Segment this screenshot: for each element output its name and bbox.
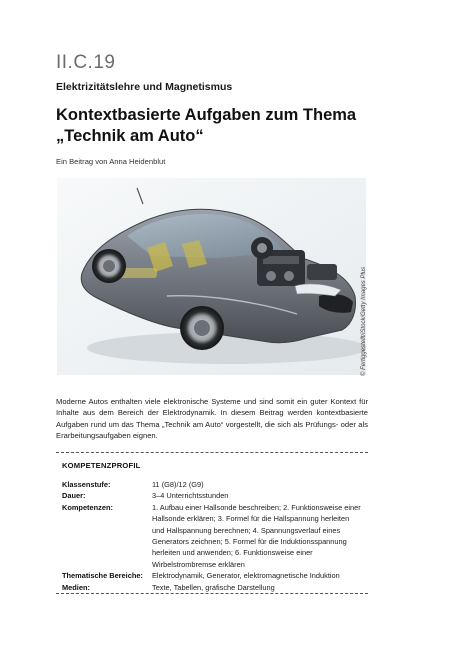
profile-value: Texte, Tabellen, grafische Darstellung — [152, 582, 275, 592]
profile-label: Dauer: — [62, 491, 86, 501]
profile-label: Kompetenzen: — [62, 502, 113, 512]
profile-row-topics — [62, 570, 362, 581]
competence-profile — [62, 461, 362, 593]
profile-value: 11 (G8)/12 (G9) — [152, 480, 204, 489]
divider-top — [56, 452, 368, 453]
subject-heading: Elektrizitätslehre und Magnetismus — [56, 81, 233, 93]
author-line: Ein Beitrag von Anna Heidenblut — [56, 157, 166, 166]
profile-row-media — [62, 582, 362, 593]
profile-value: 1. Aufbau einer Hallsonde beschreiben; 2. Funktionsweise einer Hallsonde erklären; 3. Formel für die Hallspannung herleiten und Hallspannung berechnen; 4. Spannungsverlauf eines Generators zeichnen; 5. Formel für die Induktionsspannung herleiten und anwenden; 6. Funktionsweise einer Wirbelstrombremse erklären — [152, 502, 361, 569]
section-code: II.C.19 — [56, 52, 116, 73]
image-credit: © Fertiggestellt/iStock/Getty Images Plus — [361, 266, 367, 376]
profile-label: Medien: — [62, 582, 90, 592]
intro-paragraph: Moderne Autos enthalten viele elektronische Systeme und sind somit ein guter Kontext für Inhalte aus dem Bereich der Elektrodynamik. In diesem Beitrag werden kontextbasierte Aufgaben rund um das Thema „Technik am Auto“ vorgestellt, die sich als Prüfungs- oder als Erarbeitungsaufgaben eignen. — [56, 397, 368, 440]
profile-row-grade — [62, 479, 362, 490]
profile-label: Klassenstufe: — [62, 480, 111, 489]
profile-label: Thematische Bereiche: — [62, 571, 143, 581]
profile-value: Elektrodynamik, Generator, elektromagnetische Induktion — [152, 571, 340, 581]
page-title: Kontextbasierte Aufgaben zum Thema „Technik am Auto“ — [56, 106, 357, 145]
profile-heading: KOMPETENZPROFIL — [62, 461, 141, 470]
profile-row-competences — [62, 502, 362, 570]
profile-value: 3–4 Unterrichtsstunden — [152, 491, 229, 501]
car-xray-image — [57, 178, 366, 375]
divider-bottom — [56, 593, 368, 594]
profile-row-duration — [62, 490, 362, 501]
